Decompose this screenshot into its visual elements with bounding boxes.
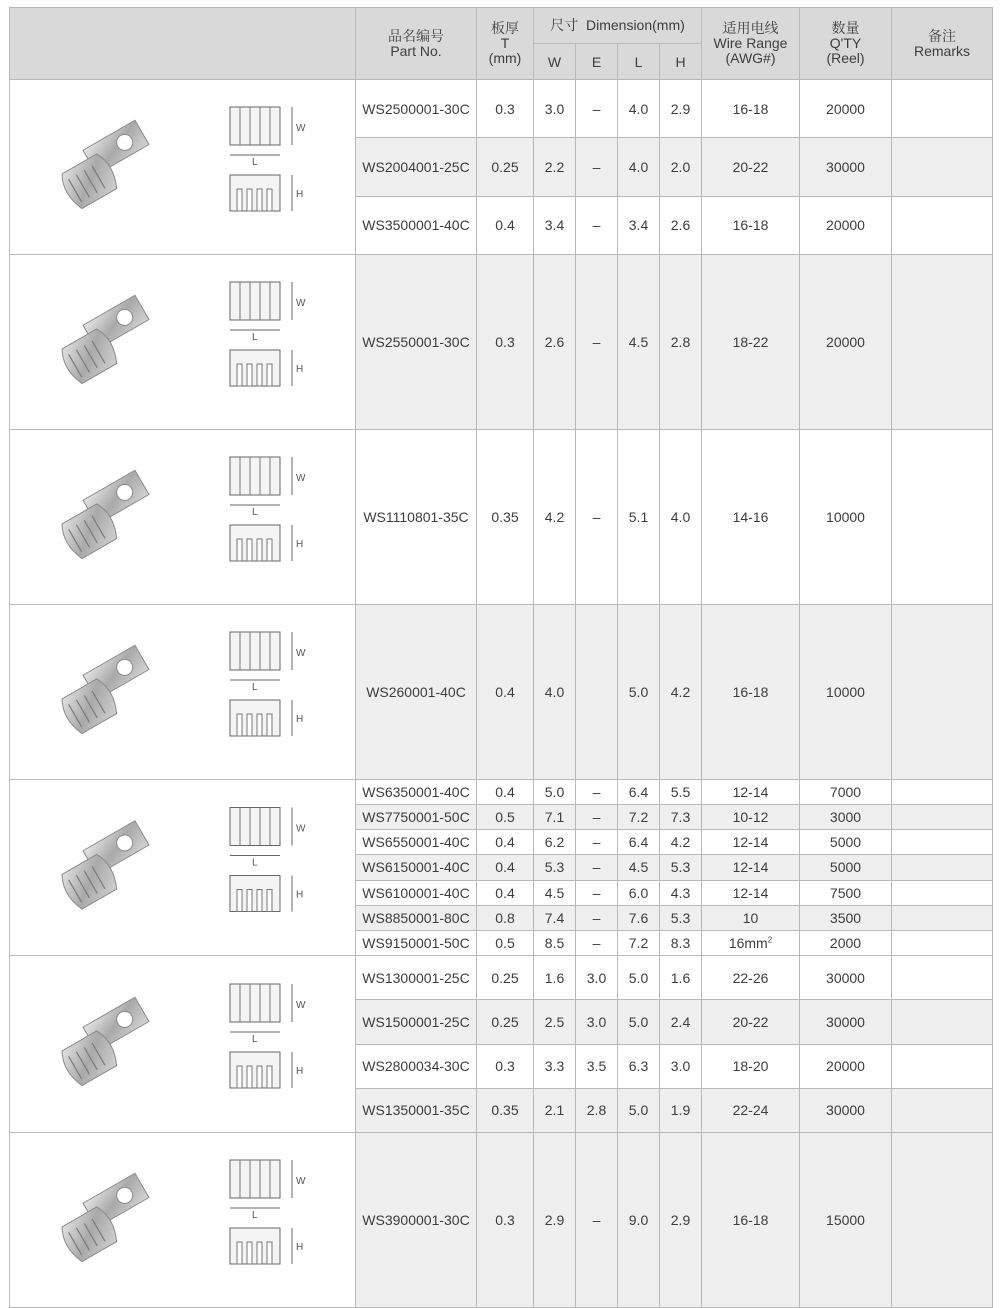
cell-part: WS6150001-40C [356, 855, 477, 880]
terminal-drawing-cell [10, 780, 356, 956]
cell-qty: 30000 [800, 1088, 892, 1132]
cell-part: WS1110801-35C [356, 430, 477, 605]
svg-text:H: H [296, 364, 304, 375]
cell-rem [892, 255, 993, 430]
cell-wire: 22-24 [702, 1088, 800, 1132]
cell-wire: 22-26 [702, 956, 800, 1000]
svg-text:H: H [296, 1242, 304, 1253]
cell-part: WS9150001-50C [356, 930, 477, 955]
terminal-drawing-icon [10, 430, 356, 604]
cell-l: 9.0 [618, 1133, 660, 1308]
cell-w: 7.1 [534, 805, 576, 830]
drawing-wrapper [10, 430, 355, 604]
cell-rem [892, 80, 993, 138]
drawing-wrapper [10, 605, 355, 779]
cell-w: 5.3 [534, 855, 576, 880]
part-no-header: 品名编号 Part No. [356, 8, 477, 80]
l-header: L [618, 44, 660, 80]
cell-part: WS6550001-40C [356, 830, 477, 855]
cell-qty: 7000 [800, 780, 892, 805]
cell-rem [892, 780, 993, 805]
cell-e: – [576, 138, 618, 196]
h-header: H [660, 44, 702, 80]
cell-l: 6.0 [618, 880, 660, 905]
cell-rem [892, 196, 993, 254]
cell-t: 0.4 [477, 780, 534, 805]
cell-part: WS2500001-30C [356, 80, 477, 138]
cell-t: 0.3 [477, 80, 534, 138]
cell-t: 0.35 [477, 430, 534, 605]
cell-w: 6.2 [534, 830, 576, 855]
cell-e: – [576, 780, 618, 805]
thickness-header: 板厚 T (mm) [477, 8, 534, 80]
cell-qty: 2000 [800, 930, 892, 955]
cell-wire: 12-14 [702, 880, 800, 905]
cell-h: 4.2 [660, 830, 702, 855]
cell-w: 4.0 [534, 605, 576, 780]
cell-rem [892, 605, 993, 780]
cell-rem [892, 138, 993, 196]
cell-l: 6.4 [618, 830, 660, 855]
table-row [10, 780, 993, 805]
cell-rem [892, 956, 993, 1000]
terminal-drawing-cell [10, 956, 356, 1133]
cell-wire: 16-18 [702, 605, 800, 780]
cell-l: 6.4 [618, 780, 660, 805]
cell-part: WS2800034-30C [356, 1044, 477, 1088]
cell-w: 2.6 [534, 255, 576, 430]
cell-e: – [576, 196, 618, 254]
cell-t: 0.3 [477, 255, 534, 430]
dimension-header: 尺寸 Dimension(mm) [534, 8, 702, 44]
terminal-drawing-icon [10, 956, 356, 1132]
cell-e: – [576, 855, 618, 880]
cell-h: 2.9 [660, 80, 702, 138]
cell-l: 5.1 [618, 430, 660, 605]
cell-w: 3.4 [534, 196, 576, 254]
remarks-header: 备注 Remarks [892, 8, 993, 80]
cell-rem [892, 830, 993, 855]
cell-e: – [576, 430, 618, 605]
cell-rem [892, 930, 993, 955]
cell-l: 4.5 [618, 255, 660, 430]
cell-part: WS6100001-40C [356, 880, 477, 905]
cell-e: – [576, 880, 618, 905]
terminal-drawing-icon [10, 780, 356, 955]
cell-rem [892, 1000, 993, 1044]
cell-part: WS3500001-40C [356, 196, 477, 254]
cell-wire: $16mm^2$ [702, 930, 800, 955]
cell-e: – [576, 80, 618, 138]
cell-h: 5.3 [660, 905, 702, 930]
svg-text:L: L [252, 332, 258, 343]
table-row [10, 956, 993, 1000]
cell-l: 4.5 [618, 855, 660, 880]
cell-wire: 10-12 [702, 805, 800, 830]
cell-wire: 14-16 [702, 430, 800, 605]
cell-e: – [576, 930, 618, 955]
svg-text:L: L [252, 857, 258, 869]
svg-text:H: H [296, 1066, 304, 1077]
svg-text:L: L [252, 682, 258, 693]
terminal-drawing-cell [10, 80, 356, 255]
svg-text:H: H [296, 714, 304, 725]
svg-text:L: L [252, 1210, 258, 1221]
header-row-1 [10, 8, 993, 44]
cell-rem [892, 1133, 993, 1308]
terminal-drawing-cell [10, 605, 356, 780]
cell-w: 1.6 [534, 956, 576, 1000]
cell-w: 3.0 [534, 80, 576, 138]
drawing-wrapper [10, 255, 355, 429]
cell-h: 4.3 [660, 880, 702, 905]
cell-t: 0.35 [477, 1088, 534, 1132]
drawing-wrapper [10, 780, 355, 955]
terminal-drawing-icon [10, 605, 356, 779]
cell-rem [892, 1088, 993, 1132]
cell-qty: 3500 [800, 905, 892, 930]
cell-rem [892, 430, 993, 605]
cell-part: WS7750001-50C [356, 805, 477, 830]
cell-l: 3.4 [618, 196, 660, 254]
cell-wire: 20-22 [702, 138, 800, 196]
svg-text:W: W [296, 298, 306, 309]
cell-t: 0.3 [477, 1044, 534, 1088]
cell-qty: 20000 [800, 80, 892, 138]
cell-e: – [576, 830, 618, 855]
cell-l: 5.0 [618, 956, 660, 1000]
image-header-cell [10, 8, 356, 80]
cell-qty: 30000 [800, 1000, 892, 1044]
cell-wire: 16-18 [702, 80, 800, 138]
cell-qty: 30000 [800, 138, 892, 196]
cell-h: 8.3 [660, 930, 702, 955]
cell-qty: 20000 [800, 1044, 892, 1088]
cell-t: 0.25 [477, 138, 534, 196]
cell-rem [892, 905, 993, 930]
cell-wire: 12-14 [702, 855, 800, 880]
cell-qty: 15000 [800, 1133, 892, 1308]
wire-range-header: 适用电线 Wire Range (AWG#) [702, 8, 800, 80]
cell-t: 0.5 [477, 930, 534, 955]
cell-e: 3.0 [576, 1000, 618, 1044]
cell-w: 2.5 [534, 1000, 576, 1044]
cell-l: 7.6 [618, 905, 660, 930]
table-row [10, 255, 993, 430]
terminal-drawing-cell [10, 1133, 356, 1308]
cell-t: 0.4 [477, 855, 534, 880]
table-row [10, 430, 993, 605]
cell-l: 5.0 [618, 1088, 660, 1132]
terminal-drawing-icon [10, 80, 356, 254]
svg-text:L: L [252, 1034, 258, 1045]
cell-part: WS8850001-80C [356, 905, 477, 930]
cell-h: 1.9 [660, 1088, 702, 1132]
cell-w: 2.2 [534, 138, 576, 196]
cell-part: WS1350001-35C [356, 1088, 477, 1132]
cell-t: 0.4 [477, 196, 534, 254]
w-header: W [534, 44, 576, 80]
svg-text:L: L [252, 157, 258, 168]
e-header: E [576, 44, 618, 80]
cell-l: 5.0 [618, 605, 660, 780]
cell-t: 0.25 [477, 1000, 534, 1044]
svg-text:W: W [296, 823, 306, 835]
cell-w: 8.5 [534, 930, 576, 955]
cell-qty: 10000 [800, 430, 892, 605]
cell-wire: 16-18 [702, 196, 800, 254]
cell-part: WS1500001-25C [356, 1000, 477, 1044]
cell-h: 2.4 [660, 1000, 702, 1044]
cell-w: 3.3 [534, 1044, 576, 1088]
terminal-drawing-icon [10, 255, 356, 429]
cell-w: 4.2 [534, 430, 576, 605]
cell-t: 0.4 [477, 880, 534, 905]
cell-part: WS1300001-25C [356, 956, 477, 1000]
cell-l: 4.0 [618, 138, 660, 196]
cell-l: 7.2 [618, 805, 660, 830]
cell-h: 2.9 [660, 1133, 702, 1308]
cell-t: 0.25 [477, 956, 534, 1000]
cell-t: 0.8 [477, 905, 534, 930]
cell-h: 2.6 [660, 196, 702, 254]
cell-wire: 16-18 [702, 1133, 800, 1308]
terminal-spec-table [9, 7, 993, 1308]
cell-w: 2.1 [534, 1088, 576, 1132]
cell-wire: 20-22 [702, 1000, 800, 1044]
cell-part: WS3900001-30C [356, 1133, 477, 1308]
cell-e: 2.8 [576, 1088, 618, 1132]
qty-header: 数量 Q'TY (Reel) [800, 8, 892, 80]
svg-text:W: W [296, 473, 306, 484]
cell-part: WS260001-40C [356, 605, 477, 780]
svg-text:H: H [296, 889, 304, 901]
cell-qty: 5000 [800, 830, 892, 855]
cell-e: – [576, 905, 618, 930]
cell-l: 6.3 [618, 1044, 660, 1088]
cell-h: 5.5 [660, 780, 702, 805]
cell-qty: 3000 [800, 805, 892, 830]
cell-h: 2.0 [660, 138, 702, 196]
cell-qty: 10000 [800, 605, 892, 780]
terminal-drawing-icon [10, 1133, 356, 1307]
cell-t: 0.3 [477, 1133, 534, 1308]
cell-e: – [576, 1133, 618, 1308]
cell-h: 4.0 [660, 430, 702, 605]
cell-h: 4.2 [660, 605, 702, 780]
cell-l: 5.0 [618, 1000, 660, 1044]
cell-l: 7.2 [618, 930, 660, 955]
drawing-wrapper [10, 1133, 355, 1307]
cell-part: WS6350001-40C [356, 780, 477, 805]
cell-w: 2.9 [534, 1133, 576, 1308]
svg-text:W: W [296, 648, 306, 659]
cell-part: WS2550001-30C [356, 255, 477, 430]
table-row [10, 605, 993, 780]
cell-t: 0.4 [477, 830, 534, 855]
cell-rem [892, 1044, 993, 1088]
cell-h: 1.6 [660, 956, 702, 1000]
cell-l: 4.0 [618, 80, 660, 138]
cell-wire: 12-14 [702, 780, 800, 805]
cell-t: 0.4 [477, 605, 534, 780]
cell-h: 5.3 [660, 855, 702, 880]
cell-e [576, 605, 618, 780]
cell-e: 3.0 [576, 956, 618, 1000]
cell-qty: 20000 [800, 196, 892, 254]
drawing-wrapper [10, 80, 355, 254]
table-row [10, 80, 993, 138]
cell-wire: 12-14 [702, 830, 800, 855]
cell-h: 7.3 [660, 805, 702, 830]
svg-text:H: H [296, 189, 304, 200]
cell-w: 5.0 [534, 780, 576, 805]
table-row [10, 1133, 993, 1308]
svg-text:W: W [296, 123, 306, 134]
drawing-wrapper [10, 956, 355, 1132]
cell-e: – [576, 805, 618, 830]
cell-h: 2.8 [660, 255, 702, 430]
svg-text:W: W [296, 1000, 306, 1011]
cell-e: 3.5 [576, 1044, 618, 1088]
terminal-drawing-cell [10, 430, 356, 605]
cell-h: 3.0 [660, 1044, 702, 1088]
svg-text:H: H [296, 539, 304, 550]
terminal-drawing-cell [10, 255, 356, 430]
cell-part: WS2004001-25C [356, 138, 477, 196]
cell-w: 7.4 [534, 905, 576, 930]
cell-t: 0.5 [477, 805, 534, 830]
cell-qty: 20000 [800, 255, 892, 430]
svg-text:L: L [252, 507, 258, 518]
cell-qty: 7500 [800, 880, 892, 905]
svg-text:W: W [296, 1176, 306, 1187]
cell-wire: 18-22 [702, 255, 800, 430]
cell-rem [892, 855, 993, 880]
cell-wire: 18-20 [702, 1044, 800, 1088]
cell-qty: 30000 [800, 956, 892, 1000]
cell-w: 4.5 [534, 880, 576, 905]
cell-rem [892, 805, 993, 830]
cell-e: – [576, 255, 618, 430]
cell-qty: 5000 [800, 855, 892, 880]
cell-wire: 10 [702, 905, 800, 930]
cell-rem [892, 880, 993, 905]
